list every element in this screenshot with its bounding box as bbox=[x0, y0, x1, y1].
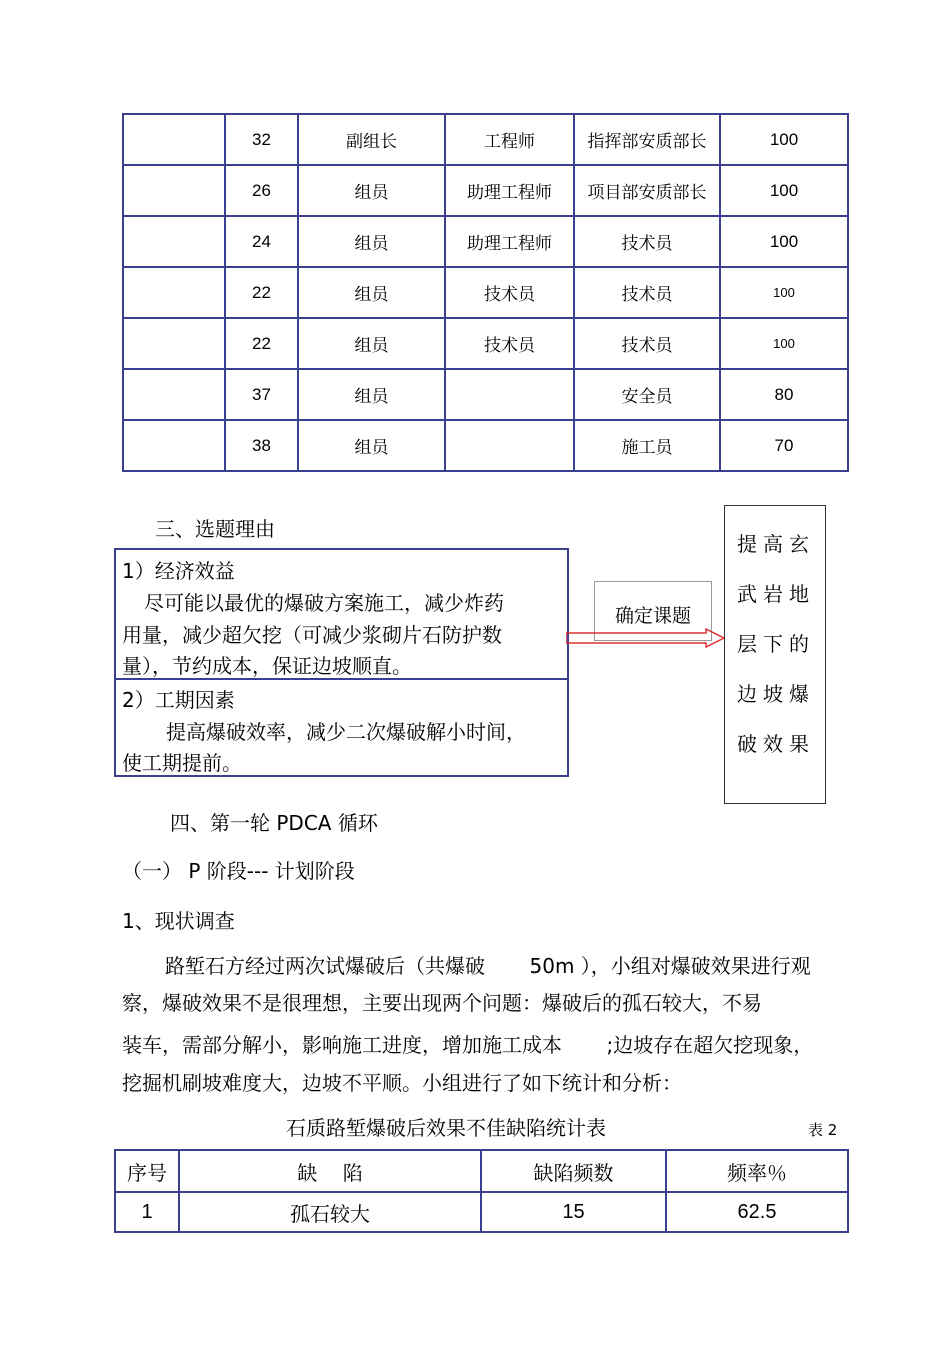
header-frequency: 缺陷频数 bbox=[481, 1150, 666, 1192]
defect-table bbox=[114, 1149, 849, 1233]
row-index: 1 bbox=[115, 1192, 179, 1232]
arrow-icon bbox=[566, 628, 726, 648]
name-cell bbox=[123, 369, 225, 420]
age-cell: 22 bbox=[225, 318, 298, 369]
goal-box bbox=[724, 505, 826, 804]
row-rate: 62.5 bbox=[666, 1192, 848, 1232]
table-caption: 石质路堑爆破后效果不佳缺陷统计表 bbox=[286, 1116, 606, 1140]
table-number: 表 2 bbox=[808, 1121, 838, 1139]
section4-sub2: 1、现状调查 bbox=[122, 909, 235, 933]
reason2-text-1: 提高爆破效率，减少二次爆破解小时间， bbox=[166, 720, 526, 744]
table-row bbox=[123, 267, 848, 318]
role-cell: 组员 bbox=[298, 165, 445, 216]
age-cell: 22 bbox=[225, 267, 298, 318]
header-index: 序号 bbox=[115, 1150, 179, 1192]
position-cell: 技术员 bbox=[574, 216, 720, 267]
table-row bbox=[123, 420, 848, 471]
age-cell: 24 bbox=[225, 216, 298, 267]
topic-label: 确定课题 bbox=[594, 581, 712, 641]
row-defect: 孤石较大 bbox=[179, 1192, 481, 1232]
goal-line-4: 边坡爆 bbox=[737, 682, 815, 706]
age-cell: 32 bbox=[225, 114, 298, 165]
role-cell: 组员 bbox=[298, 318, 445, 369]
reason-box bbox=[114, 548, 569, 777]
role-cell: 副组长 bbox=[298, 114, 445, 165]
score-cell: 70 bbox=[720, 420, 848, 471]
role-cell: 组员 bbox=[298, 216, 445, 267]
title-cell bbox=[445, 369, 574, 420]
table-row bbox=[123, 369, 848, 420]
reason-divider bbox=[116, 678, 567, 680]
reason1-text-1: 尽可能以最优的爆破方案施工，减少炸药 bbox=[144, 591, 504, 615]
score-cell: 80 bbox=[720, 369, 848, 420]
name-cell bbox=[123, 114, 225, 165]
position-cell: 项目部安质部长 bbox=[574, 165, 720, 216]
role-cell: 组员 bbox=[298, 267, 445, 318]
title-cell: 技术员 bbox=[445, 267, 574, 318]
title-cell: 助理工程师 bbox=[445, 216, 574, 267]
score-cell: 100 bbox=[720, 267, 848, 318]
reason2-title: 2）工期因素 bbox=[122, 688, 235, 712]
age-cell: 37 bbox=[225, 369, 298, 420]
score-cell: 100 bbox=[720, 114, 848, 165]
para-line-4: 挖掘机刷坡难度大，边坡不平顺。小组进行了如下统计和分析： bbox=[122, 1071, 682, 1095]
section3-heading: 三、选题理由 bbox=[155, 517, 275, 541]
para-line-2: 察，爆破效果不是很理想，主要出现两个问题：爆破后的孤石较大，不易 bbox=[122, 991, 762, 1015]
table-row bbox=[123, 318, 848, 369]
table-row bbox=[115, 1192, 848, 1232]
header-rate: 频率％ bbox=[666, 1150, 848, 1192]
reason1-title: 1）经济效益 bbox=[122, 559, 235, 583]
table-row bbox=[123, 216, 848, 267]
goal-line-3: 层下的 bbox=[737, 632, 815, 656]
reason1-text-2: 用量，减少超欠挖（可减少浆砌片石防护数 bbox=[122, 623, 502, 647]
name-cell bbox=[123, 420, 225, 471]
section4-sub1: （一） P 阶段--- 计划阶段 bbox=[122, 859, 355, 883]
title-cell bbox=[445, 420, 574, 471]
role-cell: 组员 bbox=[298, 420, 445, 471]
table-row bbox=[123, 165, 848, 216]
score-cell: 100 bbox=[720, 165, 848, 216]
title-cell: 技术员 bbox=[445, 318, 574, 369]
defect-header-row bbox=[115, 1150, 848, 1192]
score-cell: 100 bbox=[720, 216, 848, 267]
row-frequency: 15 bbox=[481, 1192, 666, 1232]
table-row bbox=[123, 114, 848, 165]
name-cell bbox=[123, 165, 225, 216]
reason1-text-3: 量），节约成本，保证边坡顺直。 bbox=[122, 654, 412, 678]
position-cell: 施工员 bbox=[574, 420, 720, 471]
age-cell: 26 bbox=[225, 165, 298, 216]
role-cell: 组员 bbox=[298, 369, 445, 420]
goal-line-2: 武岩地 bbox=[737, 582, 815, 606]
position-cell: 安全员 bbox=[574, 369, 720, 420]
position-cell: 指挥部安质部长 bbox=[574, 114, 720, 165]
position-cell: 技术员 bbox=[574, 318, 720, 369]
title-cell: 工程师 bbox=[445, 114, 574, 165]
para-line-1: 路堑石方经过两次试爆破后（共爆破 50m ），小组对爆破效果进行观 bbox=[165, 954, 811, 978]
member-table bbox=[122, 113, 849, 472]
score-cell: 100 bbox=[720, 318, 848, 369]
name-cell bbox=[123, 216, 225, 267]
reason2-text-2: 使工期提前。 bbox=[122, 751, 242, 775]
goal-line-5: 破效果 bbox=[737, 732, 815, 756]
name-cell bbox=[123, 318, 225, 369]
name-cell bbox=[123, 267, 225, 318]
para-line-3: 装车，需部分解小，影响施工进度，增加施工成本 ;边坡存在超欠挖现象， bbox=[122, 1033, 814, 1057]
goal-line-1: 提高玄 bbox=[737, 532, 815, 556]
title-cell: 助理工程师 bbox=[445, 165, 574, 216]
position-cell: 技术员 bbox=[574, 267, 720, 318]
header-defect: 缺 陷 bbox=[179, 1150, 481, 1192]
section4-heading: 四、第一轮 PDCA 循环 bbox=[170, 811, 378, 835]
age-cell: 38 bbox=[225, 420, 298, 471]
